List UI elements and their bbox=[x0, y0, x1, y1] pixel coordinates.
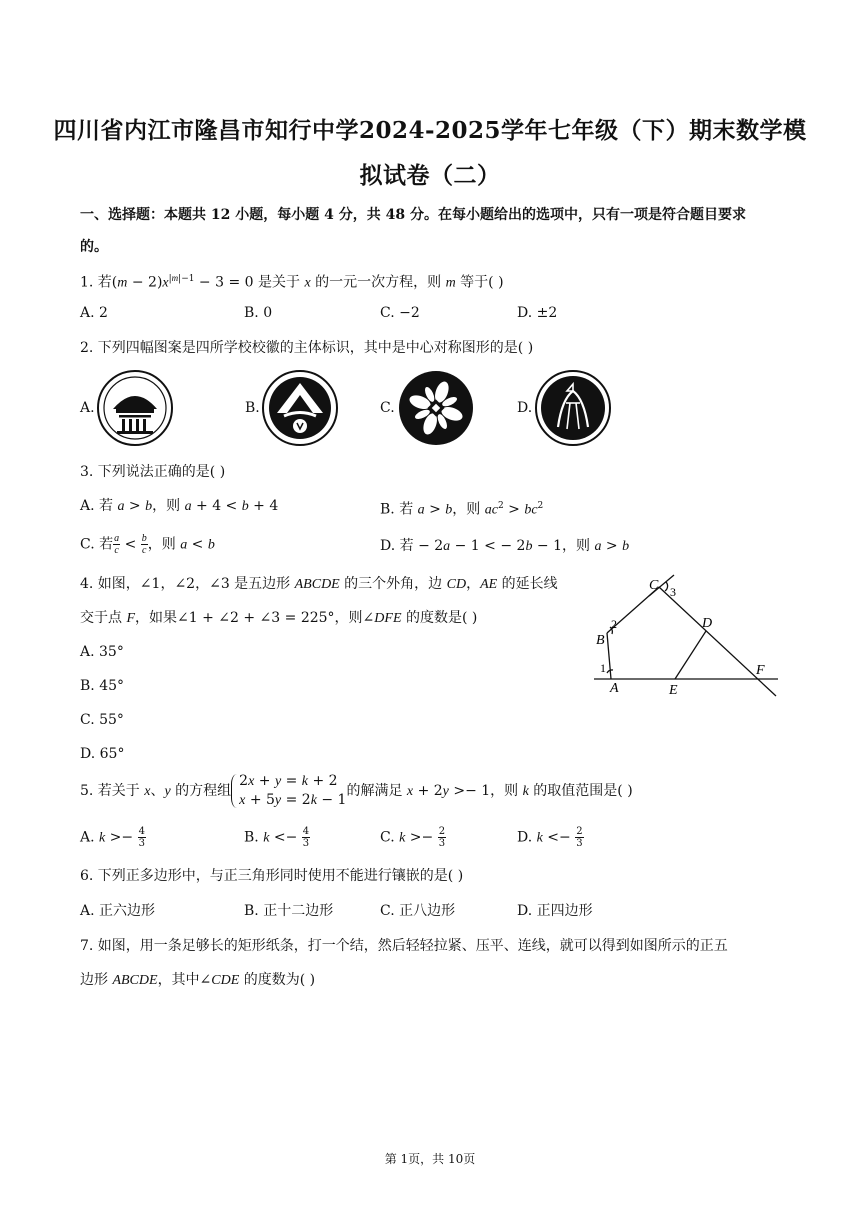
question-6-stem: 6. 下列正多边形中，与正三角形同时使用不能进行镶嵌的是( ) bbox=[80, 868, 464, 884]
question-4-stem-line2: 交于点 F，如果∠1 + ∠2 + ∠3 = 225°，则∠DFE 的度数是( ) bbox=[80, 610, 478, 626]
angle-label-3: 3 bbox=[670, 585, 676, 599]
question-7-stem-line2: 边形 ABCDE，其中∠CDE 的度数为( ) bbox=[80, 972, 316, 988]
question-1-option-b: B. 0 bbox=[244, 305, 273, 321]
point-label-c: C bbox=[649, 578, 659, 593]
question-3-option-d: D. 若 − 2a − 1 < − 2b − 1，则 a > b bbox=[380, 538, 630, 554]
question-5-option-a: A. k >− $\frac{4}{3}$ bbox=[80, 826, 145, 849]
question-3-stem: 3. 下列说法正确的是( ) bbox=[80, 464, 226, 480]
angle-label-2: 2 bbox=[611, 617, 617, 631]
question-1-option-a: A. 2 bbox=[80, 305, 108, 321]
question-2-option-b-label: B. bbox=[245, 400, 260, 416]
question-5-stem: 5. 若关于 x、y 的方程组 2x + y = k + 2 x + 5y = 2k − 1 的解满足 x + 2y >− 1，则 k 的取值范围是( ) bbox=[80, 773, 633, 808]
question-5-option-d: D. k <− $\frac{2}{3}$ bbox=[517, 826, 583, 849]
section-heading-line1: 一、选择题：本题共 12 小题，每小题 4 分，共 48 分。在每小题给出的选项中，只有一项是符合题目要求 bbox=[80, 207, 746, 223]
figure-emblem-icon bbox=[534, 369, 612, 447]
question-5-option-b: B. k <− $\frac{4}{3}$ bbox=[244, 826, 310, 849]
point-label-e: E bbox=[669, 683, 678, 698]
question-4-option-d: D. 65° bbox=[80, 746, 125, 762]
page-title-line1: 四川省内江市隆昌市知行中学2024-2025学年七年级（下）期末数学模 bbox=[53, 117, 807, 144]
question-3-option-b: B. 若 a > b，则 $ac^2 > bc^2$ bbox=[380, 501, 544, 518]
page-title-line2: 拟试卷（二） bbox=[359, 162, 501, 189]
question-2-stem: 2. 下列四幅图案是四所学校校徽的主体标识，其中是中心对称图形的是( ) bbox=[80, 340, 534, 356]
question-2-option-c-label: C. bbox=[380, 400, 395, 416]
section-heading-line2: 的。 bbox=[80, 239, 108, 255]
question-3-option-a: A. 若 a > b，则 a + 4 < b + 4 bbox=[80, 498, 279, 514]
question-4-stem-line1: 4. 如图，∠1，∠2，∠3 是五边形 ABCDE 的三个外角，边 CD，AE 的延长线 bbox=[80, 576, 558, 592]
point-label-a: A bbox=[610, 681, 619, 696]
page-footer: 第 1页，共 10页 bbox=[384, 1152, 476, 1166]
flower-emblem-icon bbox=[397, 369, 475, 447]
question-2-option-a-label: A. bbox=[80, 400, 95, 416]
bell-tower-emblem-icon bbox=[96, 369, 174, 447]
question-4-option-c: C. 55° bbox=[80, 712, 124, 728]
question-2-option-d-label: D. bbox=[517, 400, 533, 416]
point-label-f: F bbox=[756, 663, 765, 678]
question-6-option-b: B. 正十二边形 bbox=[244, 903, 334, 919]
angle-label-1: 1 bbox=[600, 661, 606, 675]
pentagon-exterior-angles-figure bbox=[590, 572, 780, 700]
question-1-stem: 1. 若$(m - 2)x^{|m|-1} - 3 = 0$ 是关于 x 的一元一次方程，则 m 等于( ) bbox=[80, 273, 504, 291]
question-6-option-c: C. 正八边形 bbox=[380, 903, 456, 919]
point-label-d: D bbox=[702, 616, 713, 631]
question-3-option-c: C. 若 $\frac{a}{c}$ < $\frac{b}{c}$ ，则 a < b bbox=[80, 533, 215, 556]
question-4-option-b: B. 45° bbox=[80, 678, 125, 694]
question-1-option-c: C. −2 bbox=[380, 305, 420, 321]
question-7-stem-line1: 7. 如图，用一条足够长的矩形纸条，打一个结，然后轻轻拉紧、压平、连线，就可以得到如图所示的正五 bbox=[80, 938, 728, 954]
point-label-b: B bbox=[596, 633, 605, 648]
question-6-option-a: A. 正六边形 bbox=[80, 903, 156, 919]
question-4-option-a: A. 35° bbox=[80, 644, 124, 660]
triangle-emblem-icon bbox=[261, 369, 339, 447]
question-5-option-c: C. k >− $\frac{2}{3}$ bbox=[380, 826, 446, 849]
question-6-option-d: D. 正四边形 bbox=[517, 903, 593, 919]
question-1-option-d: D. ±2 bbox=[517, 305, 558, 321]
